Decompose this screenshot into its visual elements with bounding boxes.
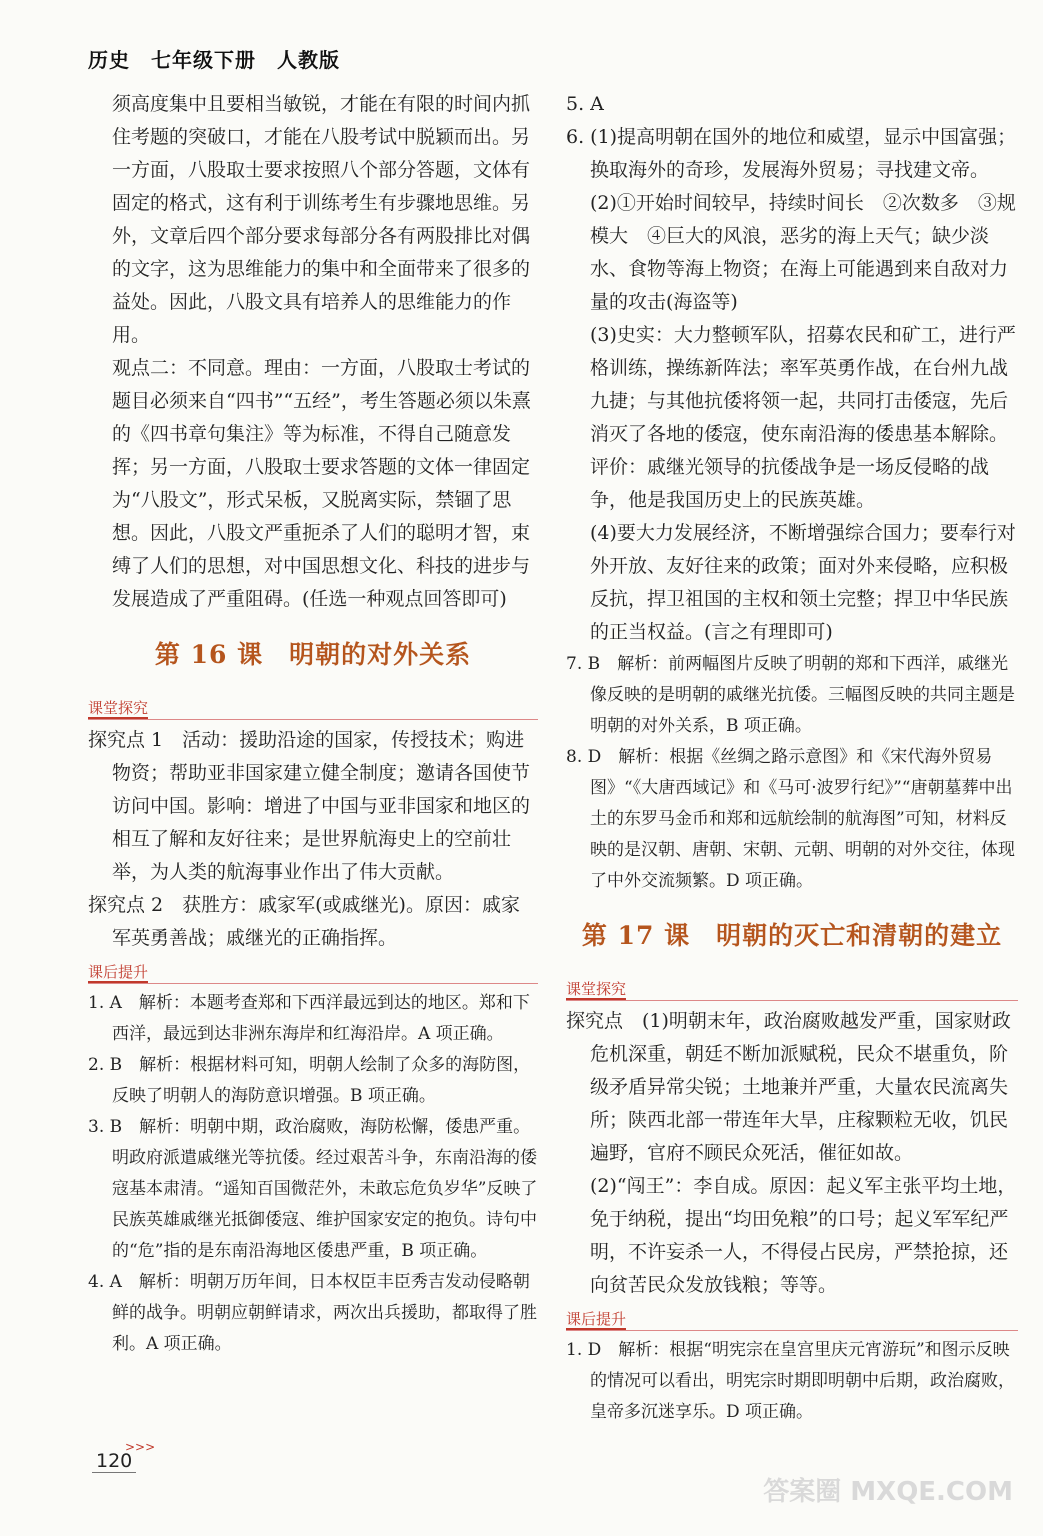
paragraph: 须高度集中且要相当敏锐，才能在有限的时间内抓住考题的突破口，才能在八股考试中脱颖而出。另一方面，八股取士要求按照八个部分答题，文体有固定的格式，这有利于训练考生有步骤地思维。另外，文章后四个部分要求每部分各有两股排比对偶的文字，这为思维能力的集中和全面带来了很多的益处。因此，八股文具有培养人的思维能力的作用。 (112, 93, 531, 346)
answer-item: (3)史实：大力整顿军队，招募农民和矿工，进行严格训练，操练新阵法；率军英勇作战，在台州九战九捷；与其他抗倭将领一起，共同打击倭寇，先后消灭了各地的倭寇，使东南沿海的倭患基本解除。 (590, 324, 1016, 445)
page-header: 历史 七年级下册 人教版 (88, 48, 340, 72)
section-label: 课堂探究 (566, 978, 1018, 1001)
inquiry-point: 探究点 1 活动：援助沿途的国家，传授技术；购进物资；帮助亚非国家建立健全制度；邀请各国使节访问中国。影响：增进了中国与亚非国家和地区的相互了解和友好往来；是世界航海史上的空前壮举，为人类的航海事业作出了伟大贡献。 (88, 729, 531, 883)
answer-item: 1. A 解析：本题考查郑和下西洋最远到达的地区。郑和下西洋，最远到达非洲东海岸和红海沿岸。A 项正确。 (88, 993, 530, 1044)
answer-item: 8. D 解析：根据《丝绸之路示意图》和《宋代海外贸易图》“《大唐西域记》和《马可·波罗行纪》”“唐朝墓葬中出土的东罗马金币和郑和远航绘制的航海图”可知，材料反映的是汉朝、唐朝、宋朝、元朝、明朝的对外交往，体现了中外交流频繁。D 项正确。 (566, 747, 1015, 891)
answer-item: 5. A (566, 93, 604, 115)
section-label: 课后提升 (566, 1308, 1018, 1331)
inquiry-point: 探究点 2 获胜方：戚家军(或戚继光)。原因：戚家军英勇善战；戚继光的正确指挥。 (88, 894, 520, 949)
section-label: 课后提升 (88, 961, 538, 984)
answer-item: 3. B 解析：明朝中期，政治腐败，海防松懈，倭患严重。明政府派遣戚继光等抗倭。经过艰苦斗争，东南沿海的倭寇基本肃清。“遥知百国微茫外，未敢忘危负岁华”反映了民族英雄戚继光抵御倭寇、维护国家安定的抱负。诗句中的“危”指的是东南沿海地区倭患严重，B 项正确。 (88, 1117, 538, 1261)
watermark: 答案圈 MXQE.COM (763, 1477, 1013, 1507)
page-number: 120 (92, 1450, 136, 1473)
answer-item: 6. (1)提高明朝在国外的地位和威望，显示中国富强；换取海外的奇珍，发展海外贸易；寻找建文帝。 (566, 126, 1017, 181)
paragraph: 观点二：不同意。理由：一方面，八股取士考试的题目必须来自“四书”“五经”，考生答题必须以朱熹的《四书章句集注》等为标准，不得自己随意发挥；另一方面，八股取士要求答题的文体一律固定为“八股文”，形式呆板，又脱离实际，禁锢了思想。因此，八股文严重扼杀了人们的聪明才智，束缚了人们的思想，对中国思想文化、科技的进步与发展造成了严重阻碍。(任选一种观点回答即可) (112, 357, 531, 610)
answer-item: 4. A 解析：明朝万历年间，日本权臣丰臣秀吉发动侵略朝鲜的战争。明朝应朝鲜请求，两次出兵援助，都取得了胜利。A 项正确。 (88, 1272, 537, 1354)
answer-item: 评价：戚继光领导的抗倭战争是一场反侵略的战争，他是我国历史上的民族英雄。 (590, 456, 990, 511)
section-label: 课堂探究 (88, 697, 538, 720)
lesson-16-title: 第 16 课 明朝的对外关系 (154, 640, 472, 669)
answer-item: 7. B 解析：前两幅图片反映了明朝的郑和下西洋，戚继光像反映的是明朝的戚继光抗倭。三幅图反映的共同主题是明朝的对外关系，B 项正确。 (566, 654, 1015, 736)
lesson-17-title: 第 17 课 明朝的灭亡和清朝的建立 (581, 921, 1003, 950)
inquiry-point: 探究点 (1)明朝末年，政治腐败越发严重，国家财政危机深重，朝廷不断加派赋税，民众不堪重负，阶级矛盾异常尖锐；土地兼并严重，大量农民流离失所；陕西北部一带连年大旱，庄稼颗粒无收，饥民遍野，官府不顾民众死活，催征如故。 (566, 1010, 1011, 1164)
answer-item: 1. D 解析：根据“明宪宗在皇宫里庆元宵游玩”和图示反映的情况可以看出，明宪宗时期即明朝中后期，政治腐败，皇帝多沉迷享乐。D 项正确。 (566, 1340, 1015, 1422)
inquiry-point: (2)“闯王”：李自成。原因：起义军主张平均土地，免于纳税，提出“均田免粮”的口号；起义军军纪严明，不许妄杀一人，不得侵占民房，严禁抢掠，还向贫苦民众发放钱粮；等等。 (590, 1175, 1017, 1296)
answer-item: (2)①开始时间较早，持续时间长 ②次数多 ③规模大 ④巨大的风浪，恶劣的海上天气；缺少淡水、食物等海上物资；在海上可能遇到来自敌对力量的攻击(海盗等) (590, 192, 1016, 313)
right-column (566, 88, 1018, 1428)
arrow-icon: >>> (125, 1440, 156, 1454)
left-column (88, 88, 538, 1360)
answer-item: 2. B 解析：根据材料可知，明朝人绘制了众多的海防图，反映了明朝人的海防意识增强。B 项正确。 (88, 1055, 531, 1106)
answer-item: (4)要大力发展经济，不断增强综合国力；要奉行对外开放、友好往来的政策；面对外来侵略，应积极反抗，捍卫祖国的主权和领土完整；捍卫中华民族的正当权益。(言之有理即可) (590, 522, 1016, 643)
